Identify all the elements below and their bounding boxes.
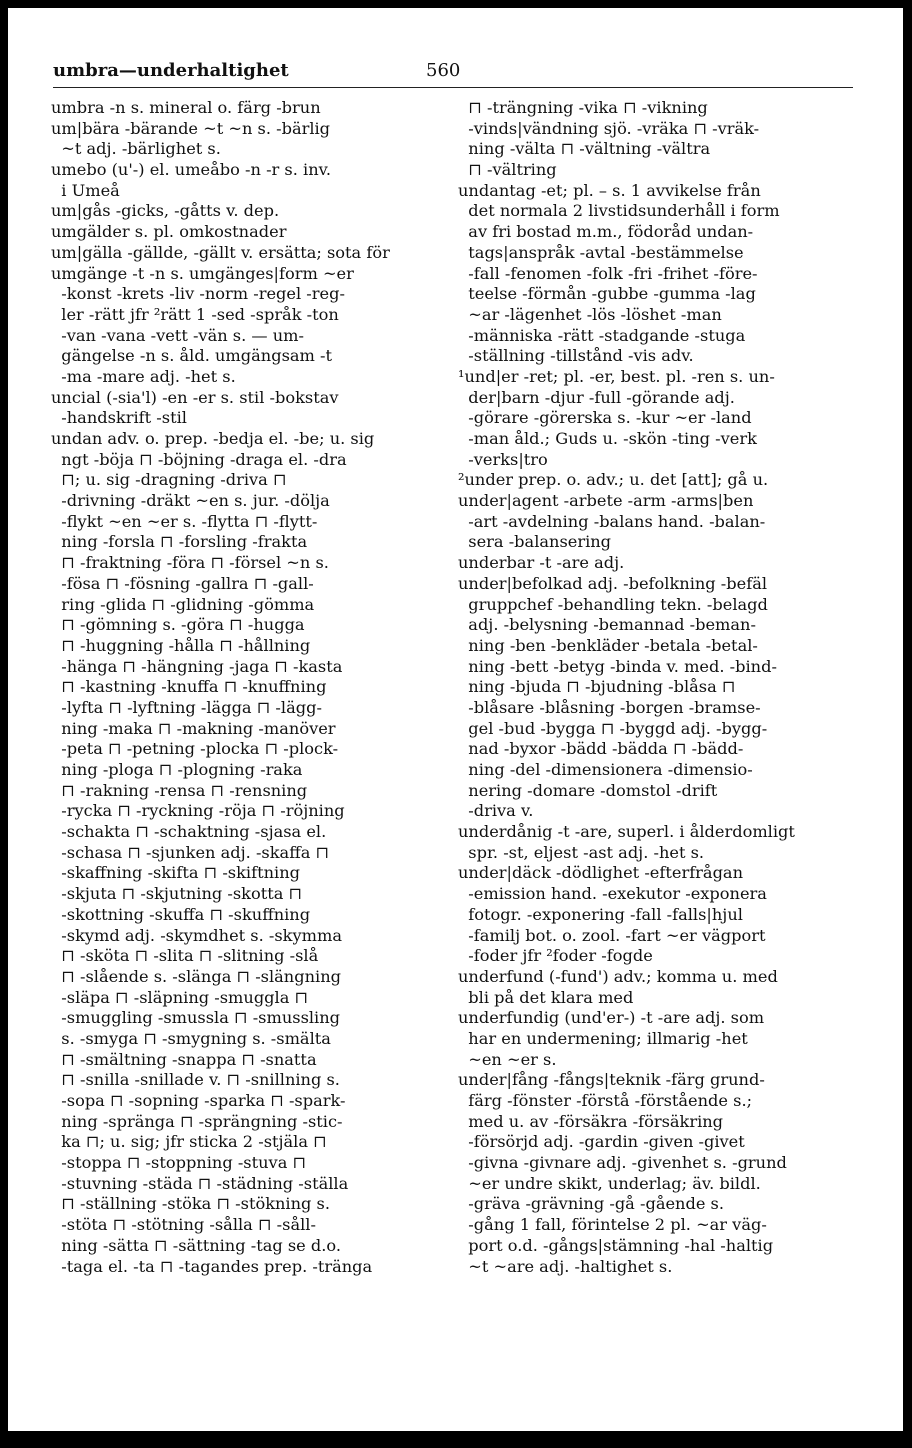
dictionary-line: -schakta ⊓ -schaktning -sjasa el.: [51, 822, 327, 842]
dictionary-line: adj. -belysning -bemannad -beman-: [458, 615, 756, 635]
dictionary-line: -art -avdelning -balans hand. -balan-: [458, 511, 766, 531]
dictionary-line: ⊓ -rakning -rensa ⊓ -rensning: [51, 780, 308, 800]
dictionary-line: -driva v.: [458, 801, 534, 821]
dictionary-page: [8, 8, 903, 1431]
dictionary-line: -man åld.; Guds u. -skön -ting -verk: [458, 429, 757, 448]
dictionary-line: ning -välta ⊓ -vältning -vältra: [458, 139, 711, 159]
dictionary-line: tags|anspråk -avtal -bestämmelse: [458, 242, 744, 262]
dictionary-line: ning -bett -betyg -binda v. med. -bind-: [458, 656, 777, 676]
dictionary-line: um|bära -bärande ~t ~n s. -bärlig: [51, 118, 331, 138]
dictionary-line: -blåsare -blåsning -borgen -bramse-: [458, 697, 761, 717]
dictionary-line: gängelse -n s. åld. umgängsam -t: [51, 346, 333, 366]
dictionary-line: det normala 2 livstidsunderhåll i form: [458, 201, 780, 221]
dictionary-line: ⊓ -vältring: [458, 160, 557, 180]
dictionary-line: ~er undre skikt, underlag; äv. bildl.: [458, 1173, 761, 1193]
dictionary-line: underbar -t -are adj.: [458, 553, 625, 573]
dictionary-line: underdånig -t -are, superl. i ålderdomligt: [458, 822, 795, 842]
dictionary-line: -smuggling -smussla ⊓ -smussling: [51, 1008, 341, 1028]
dictionary-line: -verks|tro: [458, 449, 548, 469]
dictionary-line: underfund (-fund') adv.; komma u. med: [458, 966, 778, 986]
dictionary-line: -van -vana -vett -vän s. — um-: [51, 325, 304, 345]
dictionary-line: -skymd adj. -skymdhet s. -skymma: [51, 925, 342, 945]
dictionary-line: -taga el. -ta ⊓ -tagandes prep. -tränga: [51, 1256, 373, 1276]
dictionary-line: -handskrift -stil: [51, 408, 187, 428]
dictionary-line: -peta ⊓ -petning -plocka ⊓ -plock-: [51, 739, 339, 759]
dictionary-line: ⊓ -huggning -hålla ⊓ -hållning: [51, 635, 311, 655]
dictionary-line: ning -spränga ⊓ -sprängning -stic-: [51, 1111, 343, 1131]
dictionary-line: -människa -rätt -stadgande -stuga: [458, 325, 746, 345]
dictionary-line: ⊓; u. sig -dragning -driva ⊓: [51, 470, 287, 490]
dictionary-line: -fösa ⊓ -fösning -gallra ⊓ -gall-: [51, 573, 314, 593]
dictionary-line: sera -balansering: [458, 532, 612, 552]
dictionary-line: umgänge -t -n s. umgänges|form ~er: [51, 263, 354, 283]
dictionary-line: med u. av -försäkra -försäkring: [458, 1111, 724, 1131]
dictionary-line: s. -smyga ⊓ -smygning s. -smälta: [51, 1028, 331, 1048]
dictionary-line: um|gås -gicks, -gåtts v. dep.: [51, 201, 280, 221]
header-rule: [53, 87, 853, 88]
dictionary-line: -schasa ⊓ -sjunken adj. -skaffa ⊓: [51, 842, 330, 862]
dictionary-line: ⊓ -snilla -snillade v. ⊓ -snillning s.: [51, 1070, 340, 1090]
dictionary-line: ning -bjuda ⊓ -bjudning -blåsa ⊓: [458, 677, 736, 697]
dictionary-line: färg -fönster -förstå -förstående s.;: [458, 1091, 753, 1110]
dictionary-line: -emission hand. -exekutor -exponera: [458, 884, 767, 904]
dictionary-line: -gräva -grävning -gå -gående s.: [458, 1194, 725, 1214]
dictionary-line: -skaffning -skifta ⊓ -skiftning: [51, 863, 300, 883]
dictionary-line: umgälder s. pl. omkostnader: [51, 222, 287, 242]
dictionary-line: undan adv. o. prep. -bedja el. -be; u. sig: [51, 429, 375, 448]
dictionary-line: -rycka ⊓ -ryckning -röja ⊓ -röjning: [51, 801, 345, 821]
dictionary-line: gel -bud -bygga ⊓ -byggd adj. -bygg-: [458, 718, 768, 738]
dictionary-line: -konst -krets -liv -norm -regel -reg-: [51, 284, 345, 304]
dictionary-line: nad -byxor -bädd -bädda ⊓ -bädd-: [458, 739, 744, 759]
dictionary-line: ¹und|er -ret; pl. -er, best. pl. -ren s. un-: [458, 366, 775, 386]
dictionary-line: ⊓ -ställning -stöka ⊓ -stökning s.: [51, 1194, 330, 1214]
dictionary-line: -stuvning -städa ⊓ -städning -ställa: [51, 1173, 349, 1193]
dictionary-line: -hänga ⊓ -hängning -jaga ⊓ -kasta: [51, 656, 343, 676]
dictionary-line: ⊓ -smältning -snappa ⊓ -snatta: [51, 1049, 317, 1069]
dictionary-line: nering -domare -domstol -drift: [458, 780, 718, 800]
dictionary-line: ⊓ -trängning -vika ⊓ -vikning: [458, 98, 708, 117]
dictionary-line: ⊓ -slående s. -slänga ⊓ -slängning: [51, 966, 341, 986]
dictionary-line: teelse -förmån -gubbe -gumma -lag: [458, 284, 756, 304]
dictionary-line: ning -sätta ⊓ -sättning -tag se d.o.: [51, 1235, 342, 1255]
dictionary-line: -givna -givnare adj. -givenhet s. -grund: [458, 1153, 787, 1173]
dictionary-line: ~t adj. -bärlighet s.: [51, 139, 221, 159]
dictionary-line: spr. -st, eljest -ast adj. -het s.: [458, 842, 705, 862]
dictionary-line: -gång 1 fall, förintelse 2 pl. ~ar väg-: [458, 1215, 767, 1235]
dictionary-line: ring -glida ⊓ -glidning -gömma: [51, 594, 315, 614]
dictionary-line: ⊓ -fraktning -föra ⊓ -försel ~n s.: [51, 553, 329, 573]
dictionary-line: ning -del -dimensionera -dimensio-: [458, 760, 753, 779]
dictionary-line: av fri bostad m.m., födoråd undan-: [458, 222, 754, 242]
dictionary-line: i Umeå: [51, 180, 120, 200]
dictionary-line: ⊓ -sköta ⊓ -slita ⊓ -slitning -slå: [51, 946, 319, 966]
dictionary-line: fotogr. -exponering -fall -falls|hjul: [458, 904, 743, 924]
dictionary-line: uncial (-sia'l) -en -er s. stil -bokstav: [51, 387, 339, 407]
dictionary-line: -flykt ~en ~er s. -flytta ⊓ -flytt-: [51, 511, 318, 531]
dictionary-line: under|befolkad adj. -befolkning -befäl: [458, 573, 768, 593]
dictionary-line: -skjuta ⊓ -skjutning -skotta ⊓: [51, 884, 303, 904]
dictionary-line: ning -forsla ⊓ -forsling -frakta: [51, 532, 308, 552]
left-column: [51, 98, 436, 1277]
dictionary-line: -ställning -tillstånd -vis adv.: [458, 346, 694, 366]
dictionary-line: -lyfta ⊓ -lyftning -lägga ⊓ -lägg-: [51, 697, 322, 717]
dictionary-line: ngt -böja ⊓ -böjning -draga el. -dra: [51, 449, 347, 469]
dictionary-line: umebo (u'-) el. umeåbo -n -r s. inv.: [51, 160, 331, 180]
dictionary-line: ~en ~er s.: [458, 1049, 557, 1069]
dictionary-line: -görare -görerska s. -kur ~er -land: [458, 408, 752, 428]
dictionary-line: -familj bot. o. zool. -fart ~er vägport: [458, 925, 766, 945]
dictionary-line: -fall -fenomen -folk -fri -frihet -före-: [458, 263, 758, 283]
dictionary-line: ²under prep. o. adv.; u. det [att]; gå u.: [458, 470, 769, 490]
scan-border: [0, 1431, 912, 1448]
dictionary-line: under|däck -dödlighet -efterfrågan: [458, 863, 744, 883]
dictionary-line: har en undermening; illmarig -het: [458, 1028, 748, 1048]
dictionary-line: ning -ploga ⊓ -plogning -raka: [51, 760, 303, 779]
dictionary-line: under|fång -fångs|teknik -färg grund-: [458, 1070, 765, 1090]
dictionary-line: under|agent -arbete -arm -arms|ben: [458, 491, 754, 511]
dictionary-line: -stöta ⊓ -stötning -sålla ⊓ -såll-: [51, 1215, 316, 1235]
dictionary-line: undantag -et; pl. – s. 1 avvikelse från: [458, 180, 761, 200]
dictionary-line: gruppchef -behandling tekn. -belagd: [458, 594, 768, 614]
dictionary-line: umbra -n s. mineral o. färg -brun: [51, 98, 321, 117]
dictionary-line: ning -ben -benkläder -betala -betal-: [458, 635, 758, 655]
dictionary-line: ~ar -lägenhet -lös -löshet -man: [458, 304, 722, 324]
dictionary-line: -skottning -skuffa ⊓ -skuffning: [51, 904, 311, 924]
dictionary-line: der|barn -djur -full -görande adj.: [458, 387, 735, 407]
dictionary-line: ⊓ -kastning -knuffa ⊓ -knuffning: [51, 677, 327, 697]
page-number: 560: [426, 60, 461, 81]
dictionary-line: um|gälla -gällde, -gällt v. ersätta; sota för: [51, 242, 390, 262]
dictionary-line: -vinds|vändning sjö. -vräka ⊓ -vräk-: [458, 118, 760, 138]
right-column: [458, 98, 848, 1277]
dictionary-line: bli på det klara med: [458, 987, 634, 1007]
dictionary-line: ning -maka ⊓ -makning -manöver: [51, 718, 336, 738]
running-head-title: umbra—underhaltighet: [53, 60, 289, 81]
dictionary-line: -foder jfr ²foder -fogde: [458, 946, 653, 966]
dictionary-line: port o.d. -gångs|stämning -hal -haltig: [458, 1235, 774, 1255]
dictionary-line: -ma -mare adj. -het s.: [51, 366, 236, 386]
dictionary-line: ka ⊓; u. sig; jfr sticka 2 -stjäla ⊓: [51, 1132, 327, 1152]
dictionary-line: underfundig (und'er-) -t -are adj. som: [458, 1008, 765, 1028]
dictionary-line: -släpa ⊓ -släpning -smuggla ⊓: [51, 987, 309, 1007]
dictionary-line: -stoppa ⊓ -stoppning -stuva ⊓: [51, 1153, 307, 1173]
dictionary-line: -drivning -dräkt ~en s. jur. -dölja: [51, 491, 330, 511]
dictionary-line: ⊓ -gömning s. -göra ⊓ -hugga: [51, 615, 305, 635]
dictionary-line: -försörjd adj. -gardin -given -givet: [458, 1132, 745, 1152]
dictionary-line: ~t ~are adj. -haltighet s.: [458, 1256, 673, 1276]
dictionary-line: ler -rätt jfr ²rätt 1 -sed -språk -ton: [51, 304, 339, 324]
dictionary-line: -sopa ⊓ -sopning -sparka ⊓ -spark-: [51, 1091, 346, 1110]
